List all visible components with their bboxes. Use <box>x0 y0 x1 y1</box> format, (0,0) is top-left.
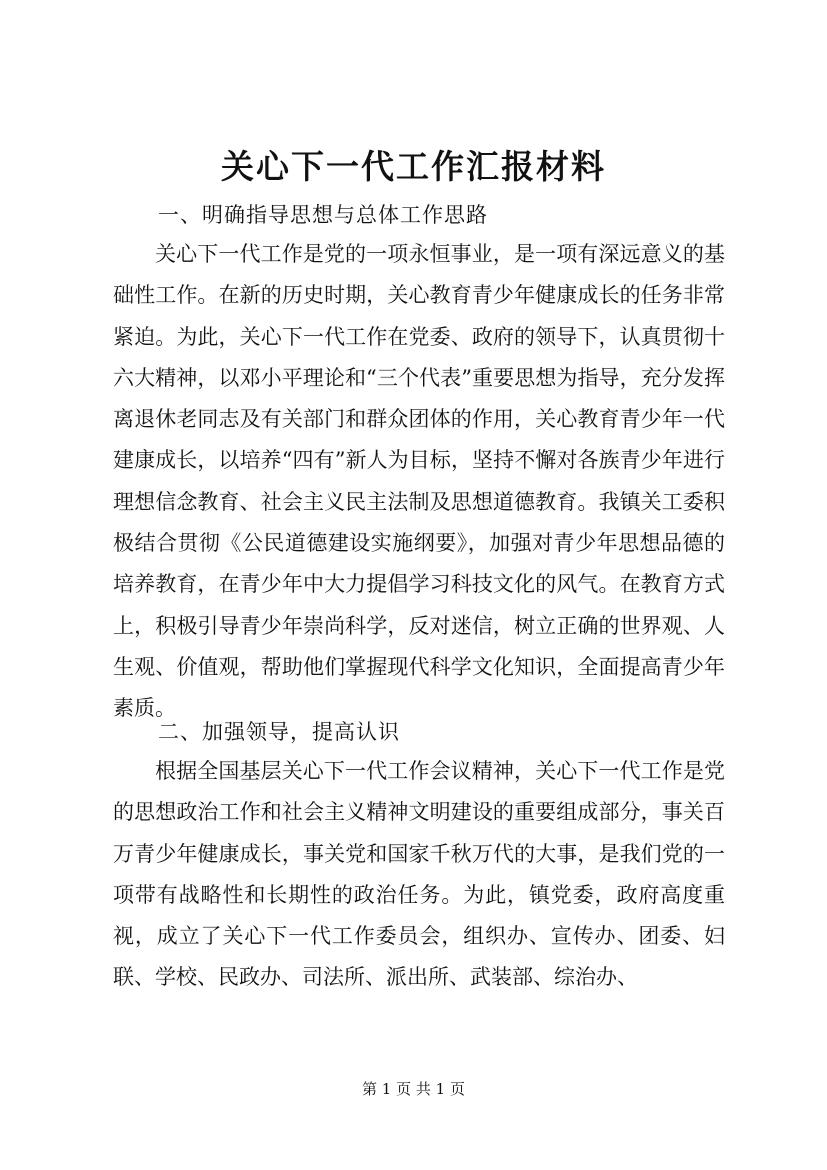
section-heading-2: 二、加强领导，提高认识 <box>158 720 400 744</box>
section-paragraph-2: 根据全国基层关心下一代工作会议精神，关心下一代工作是党的思想政治工作和社会主义精神文明建设的重要组成部分，事关百万青少年健康成长，事关党和国家千秋万代的大事，是我们党的一项带有战略性和长期性的政治任务。为此，镇党委，政府高度重视，成立了关心下一代工作委员会，组织办、宣传办、团委、妇联、学校、民政办、司法所、派出所、武装部、综治办、 <box>113 759 725 990</box>
document-title: 关心下一代工作汇报材料 <box>221 147 606 186</box>
section-heading-1: 一、明确指导思想与总体工作思路 <box>158 203 488 227</box>
section-paragraph-1: 关心下一代工作是党的一项永恒事业，是一项有深远意义的基础性工作。在新的历史时期，关心教育青少年健康成长的任务非常紧迫。为此，关心下一代工作在党委、政府的领导下，认真贯彻十六大精神，以邓小平理论和“三个代表”重要思想为指导，充分发挥离退休老同志及有关部门和群众团体的作用，关心教育青少年一代建康成长，以培养“四有”新人为目标，坚持不懈对各族青少年进行理想信念教育、社会主义民主法制及思想道德教育。我镇关工委积极结合贯彻《公民道德建设实施纲要》，加强对青少年思想品德的培养教育，在青少年中大力提倡学习科技文化的风气。在教育方式上，积极引导青少年崇尚科学，反对迷信，树立正确的世界观、人生观、价值观，帮助他们掌握现代科学文化知识，全面提高青少年素质。 <box>113 242 725 721</box>
page-footer: 第 1 页 共 1 页 <box>362 1080 465 1098</box>
